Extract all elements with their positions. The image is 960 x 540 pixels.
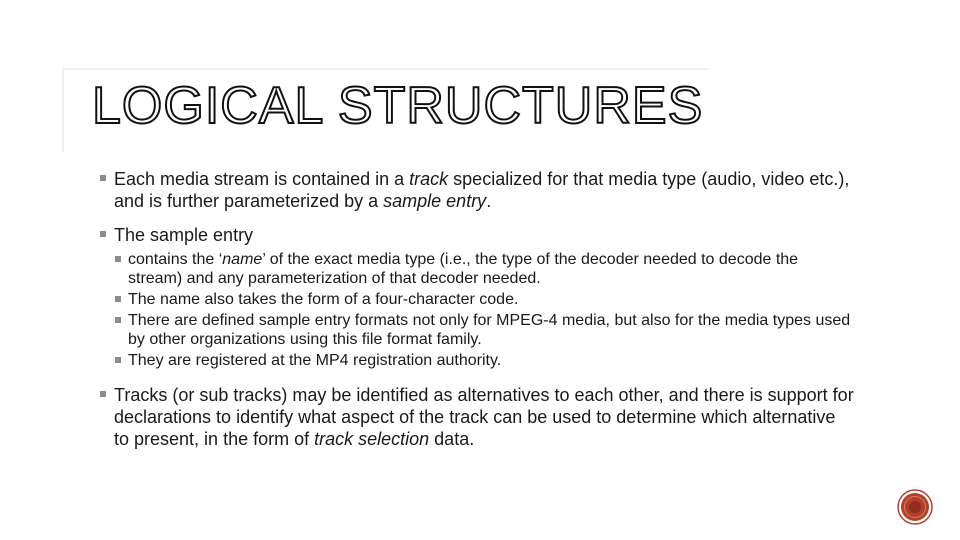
sub-bullet-text: They are registered at the MP4 registration authority. [128,352,502,369]
square-bullet-icon [115,296,121,302]
sub-bullet-text: The name also takes the form of a four-character code. [128,291,519,308]
bullet-text: Each media stream is contained in a track specialized for that media type (audio, video etc.), and is further parameterized by a sample entry. [114,169,850,211]
bullet-item-3 [114,384,854,450]
square-bullet-icon [100,175,106,181]
sub-bullet-item-2 [128,290,854,309]
square-bullet-icon [100,391,106,397]
square-bullet-icon [115,256,121,262]
sub-bullet-item-3 [128,311,854,349]
sub-bullet-text: There are defined sample entry formats not only for MPEG-4 media, but also for the media types used by other organizations using this file format family. [128,312,851,348]
slide-content [114,168,854,462]
sub-bullet-text: contains the ‘name’ of the exact media type (i.e., the type of the decoder needed to decode the stream) and any parameterization of that decoder needed. [128,251,799,287]
square-bullet-icon [115,317,121,323]
sub-bullet-list [128,250,854,370]
sub-bullet-item-1 [128,250,854,288]
circular-badge-icon [897,489,933,525]
bullet-text: Tracks (or sub tracks) may be identified as alternatives to each other, and there is support for declarations to identify what aspect of the track can be used to determine which alternative to present, in the form of track selection data. [114,385,854,449]
bullet-item-1 [114,168,854,212]
sub-bullet-item-4 [128,351,854,370]
square-bullet-icon [100,231,106,237]
square-bullet-icon [115,357,121,363]
bullet-item-2 [114,224,854,246]
slide-title: LOGICAL STRUCTURES [92,77,704,135]
bullet-text: The sample entry [114,225,254,245]
